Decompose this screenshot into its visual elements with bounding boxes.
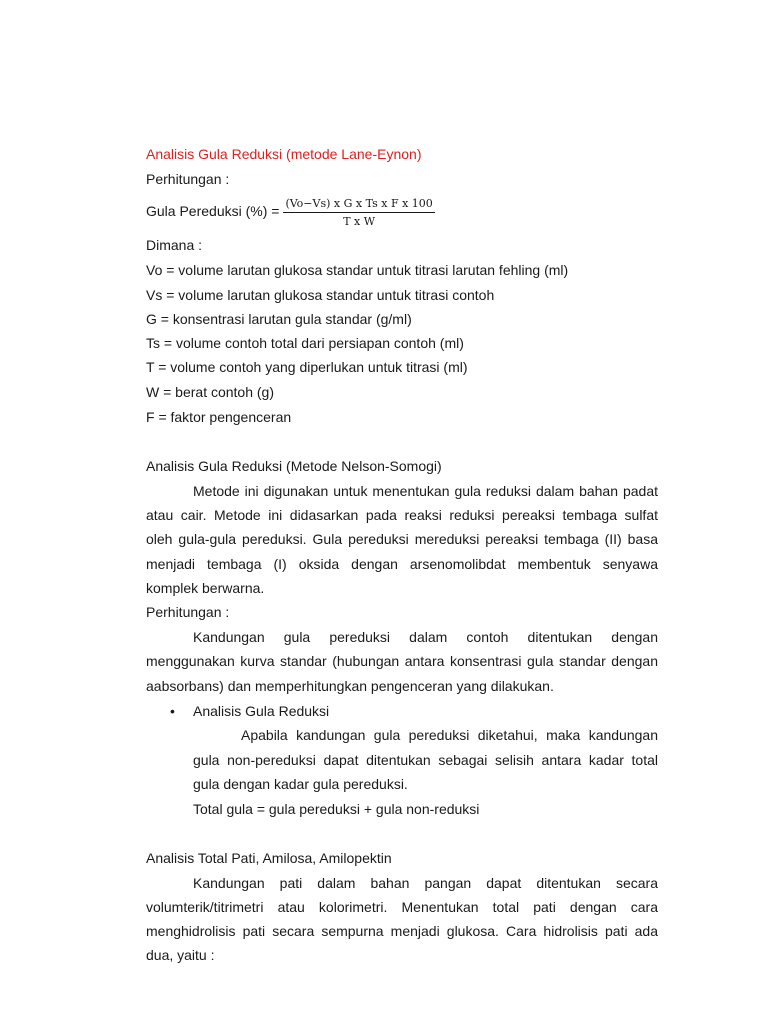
- paragraph-line: gula dengan kadar gula pereduksi.: [193, 776, 408, 792]
- paragraph-line: atau cair. Metode ini didasarkan pada reaksi reduksi pereaksi tembaga sulfat: [146, 507, 658, 523]
- paragraph-line: menggunakan kurva standar (hubungan antara konsentrasi gula standar dengan: [146, 653, 658, 669]
- paragraph-line: menjadi tembaga (I) oksida dengan arsenomolibdat membentuk senyawa: [146, 556, 658, 572]
- paragraph-line: komplek berwarna.: [146, 580, 265, 596]
- bullet-icon: •: [170, 703, 175, 719]
- paragraph-line: Kandungan pati dalam bahan pangan dapat ditentukan secara: [193, 875, 658, 891]
- definition-line: T = volume contoh yang diperlukan untuk titrasi (ml): [146, 359, 468, 375]
- formula-numerator: (Vo−Vs) x G x Ts x F x 100: [283, 197, 434, 213]
- bullet-title: Analisis Gula Reduksi: [193, 703, 330, 719]
- perhitungan-label: Perhitungan :: [146, 604, 230, 620]
- paragraph-line: gula non-pereduksi dapat ditentukan sebagai selisih antara kadar total: [193, 752, 658, 768]
- paragraph-line: Apabila kandungan gula pereduksi diketahui, maka kandungan: [241, 727, 658, 743]
- section-title-total-pati: Analisis Total Pati, Amilosa, Amilopektin: [146, 850, 392, 866]
- perhitungan-label: Perhitungan :: [146, 171, 230, 187]
- formula-denominator: T x W: [343, 214, 376, 228]
- definition-line: Ts = volume contoh total dari persiapan contoh (ml): [146, 335, 464, 351]
- formula-row: [146, 193, 435, 229]
- formula-label: Gula Pereduksi (%) =: [146, 203, 280, 219]
- paragraph-line: Metode ini digunakan untuk menentukan gula reduksi dalam bahan padat: [193, 483, 658, 499]
- paragraph-line: Kandungan gula pereduksi dalam contoh ditentukan dengan: [193, 629, 658, 645]
- total-gula-line: Total gula = gula pereduksi + gula non-reduksi: [193, 801, 480, 817]
- paragraph-line: volumterik/titrimetri atau kolorimetri. Menentukan total pati dengan cara: [146, 899, 658, 915]
- dimana-label: Dimana :: [146, 237, 203, 253]
- definition-line: Vo = volume larutan glukosa standar untuk titrasi larutan fehling (ml): [146, 262, 569, 278]
- definition-line: W = berat contoh (g): [146, 384, 275, 400]
- section-title-lane-eynon: Analisis Gula Reduksi (metode Lane-Eynon): [146, 146, 422, 162]
- definition-line: Vs = volume larutan glukosa standar untuk titrasi contoh: [146, 287, 495, 303]
- formula-fraction: [283, 197, 434, 228]
- paragraph-line: dua, yaitu :: [146, 947, 215, 963]
- paragraph-line: menghidrolisis pati secara sempurna menjadi glukosa. Cara hidrolisis pati ada: [146, 923, 658, 939]
- paragraph-line: aabsorbans) dan memperhitungkan pengenceran yang dilakukan.: [146, 678, 554, 694]
- section-title-nelson-somogi: Analisis Gula Reduksi (Metode Nelson-Somogi): [146, 458, 442, 474]
- paragraph-line: oleh gula-gula pereduksi. Gula pereduksi mereduksi pereaksi tembaga (II) basa: [146, 531, 658, 547]
- definition-line: G = konsentrasi larutan gula standar (g/ml): [146, 311, 412, 327]
- definition-line: F = faktor pengenceran: [146, 409, 292, 425]
